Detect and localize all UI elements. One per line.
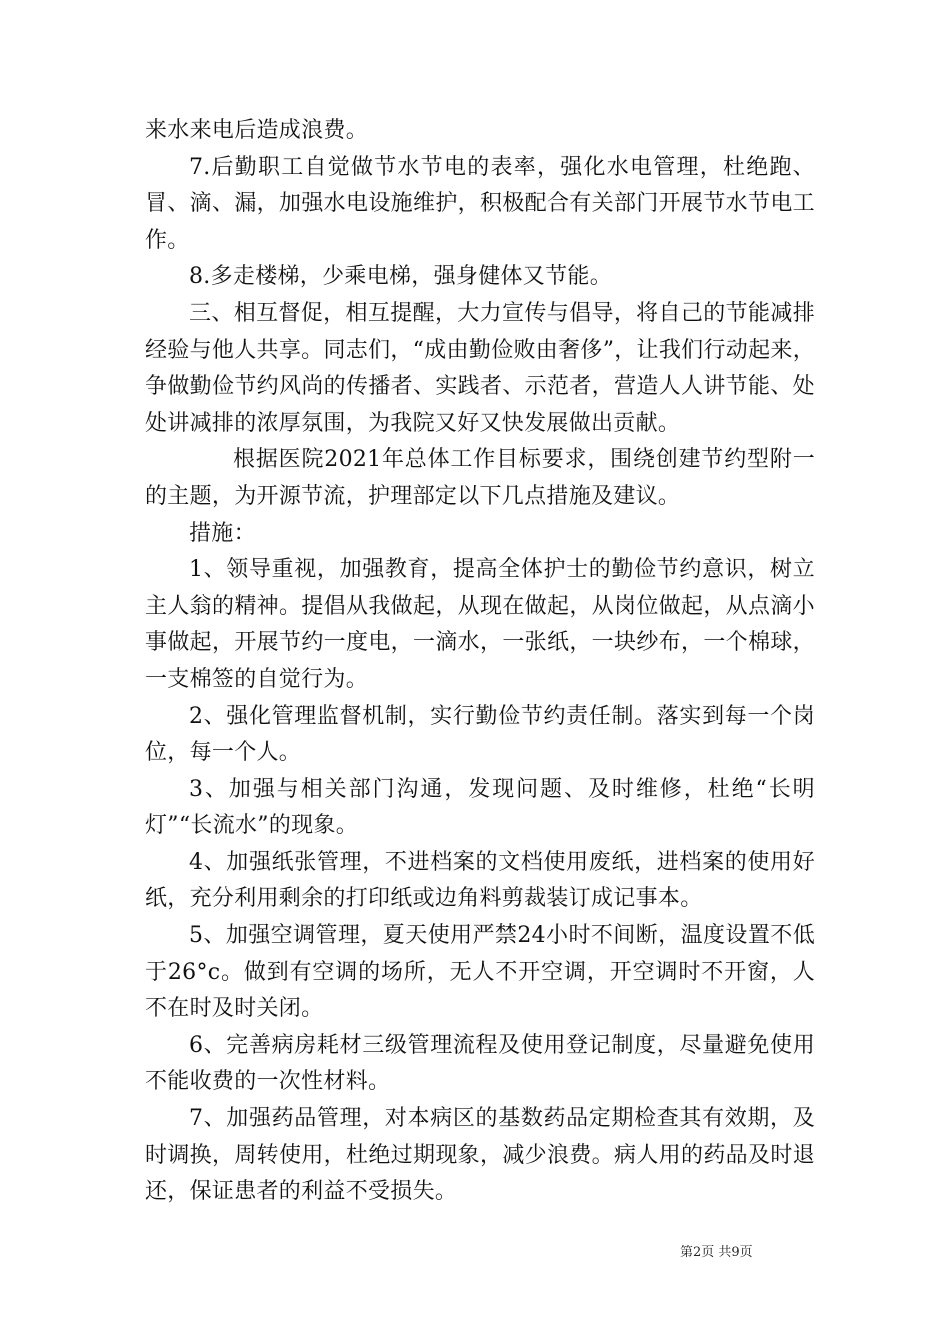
measure-item-1: 1、领导重视，加强教育，提高全体护士的勤俭节约意识，树立主人翁的精神。提倡从我做起，从现在做起，从岗位做起，从点滴小事做起，开展节约一度电，一滴水，一张纸，一块纱布，一个棉球，一支棉签的自觉行为。 xyxy=(145,557,815,692)
paragraph-section-three: 三、相互督促，相互提醒，大力宣传与倡导，将自己的节能减排经验与他人共享。同志们，“成由勤俭败由奢侈”，让我们行动起来，争做勤俭节约风尚的传播者、实践者、示范者，营造人人讲节能、处处讲减排的浓厚氛围，为我院又好又快发展做出贡献。 xyxy=(145,300,815,436)
measure-item-3: 3、加强与相关部门沟通，发现问题、及时维修，杜绝“长明灯”“长流水”的现象。 xyxy=(145,776,815,839)
page-number-footer: 第2页 共9页 xyxy=(680,1245,753,1260)
measure-item-7: 7、加强药品管理，对本病区的基数药品定期检查其有效期，及时调换，周转使用，杜绝过期现象，减少浪费。病人用的药品及时退还，保证患者的利益不受损失。 xyxy=(145,1106,815,1205)
measures-heading: 措施： xyxy=(189,520,256,546)
measure-item-6: 6、完善病房耗材三级管理流程及使用登记制度，尽量避免使用不能收费的一次性材料。 xyxy=(145,1032,815,1095)
document-body xyxy=(145,113,815,1211)
paragraph-item-7-logistics: 7.后勤职工自觉做节水节电的表率，强化水电管理，杜绝跑、冒、滴、漏，加强水电设施维护，积极配合有关部门开展节水节电工作。 xyxy=(145,154,815,253)
paragraph-intro-nursing: 根据医院2021年总体工作目标要求，围绕创建节约型附一的主题，为开源节流，护理部定以下几点措施及建议。 xyxy=(145,447,815,509)
measure-item-2: 2、强化管理监督机制，实行勤俭节约责任制。落实到每一个岗位，每一个人。 xyxy=(145,703,815,766)
measure-item-5: 5、加强空调管理，夏天使用严禁24小时不间断，温度设置不低于26°c。做到有空调的场所，无人不开空调，开空调时不开窗，人不在时及时关闭。 xyxy=(145,923,815,1022)
paragraph-item-8-stairs: 8.多走楼梯，少乘电梯，强身健体又节能。 xyxy=(189,264,612,290)
paragraph-continuation: 来水来电后造成浪费。 xyxy=(145,118,369,143)
measure-item-4: 4、加强纸张管理，不进档案的文档使用废纸，进档案的使用好纸，充分利用剩余的打印纸或边角料剪裁装订成记事本。 xyxy=(145,849,815,912)
